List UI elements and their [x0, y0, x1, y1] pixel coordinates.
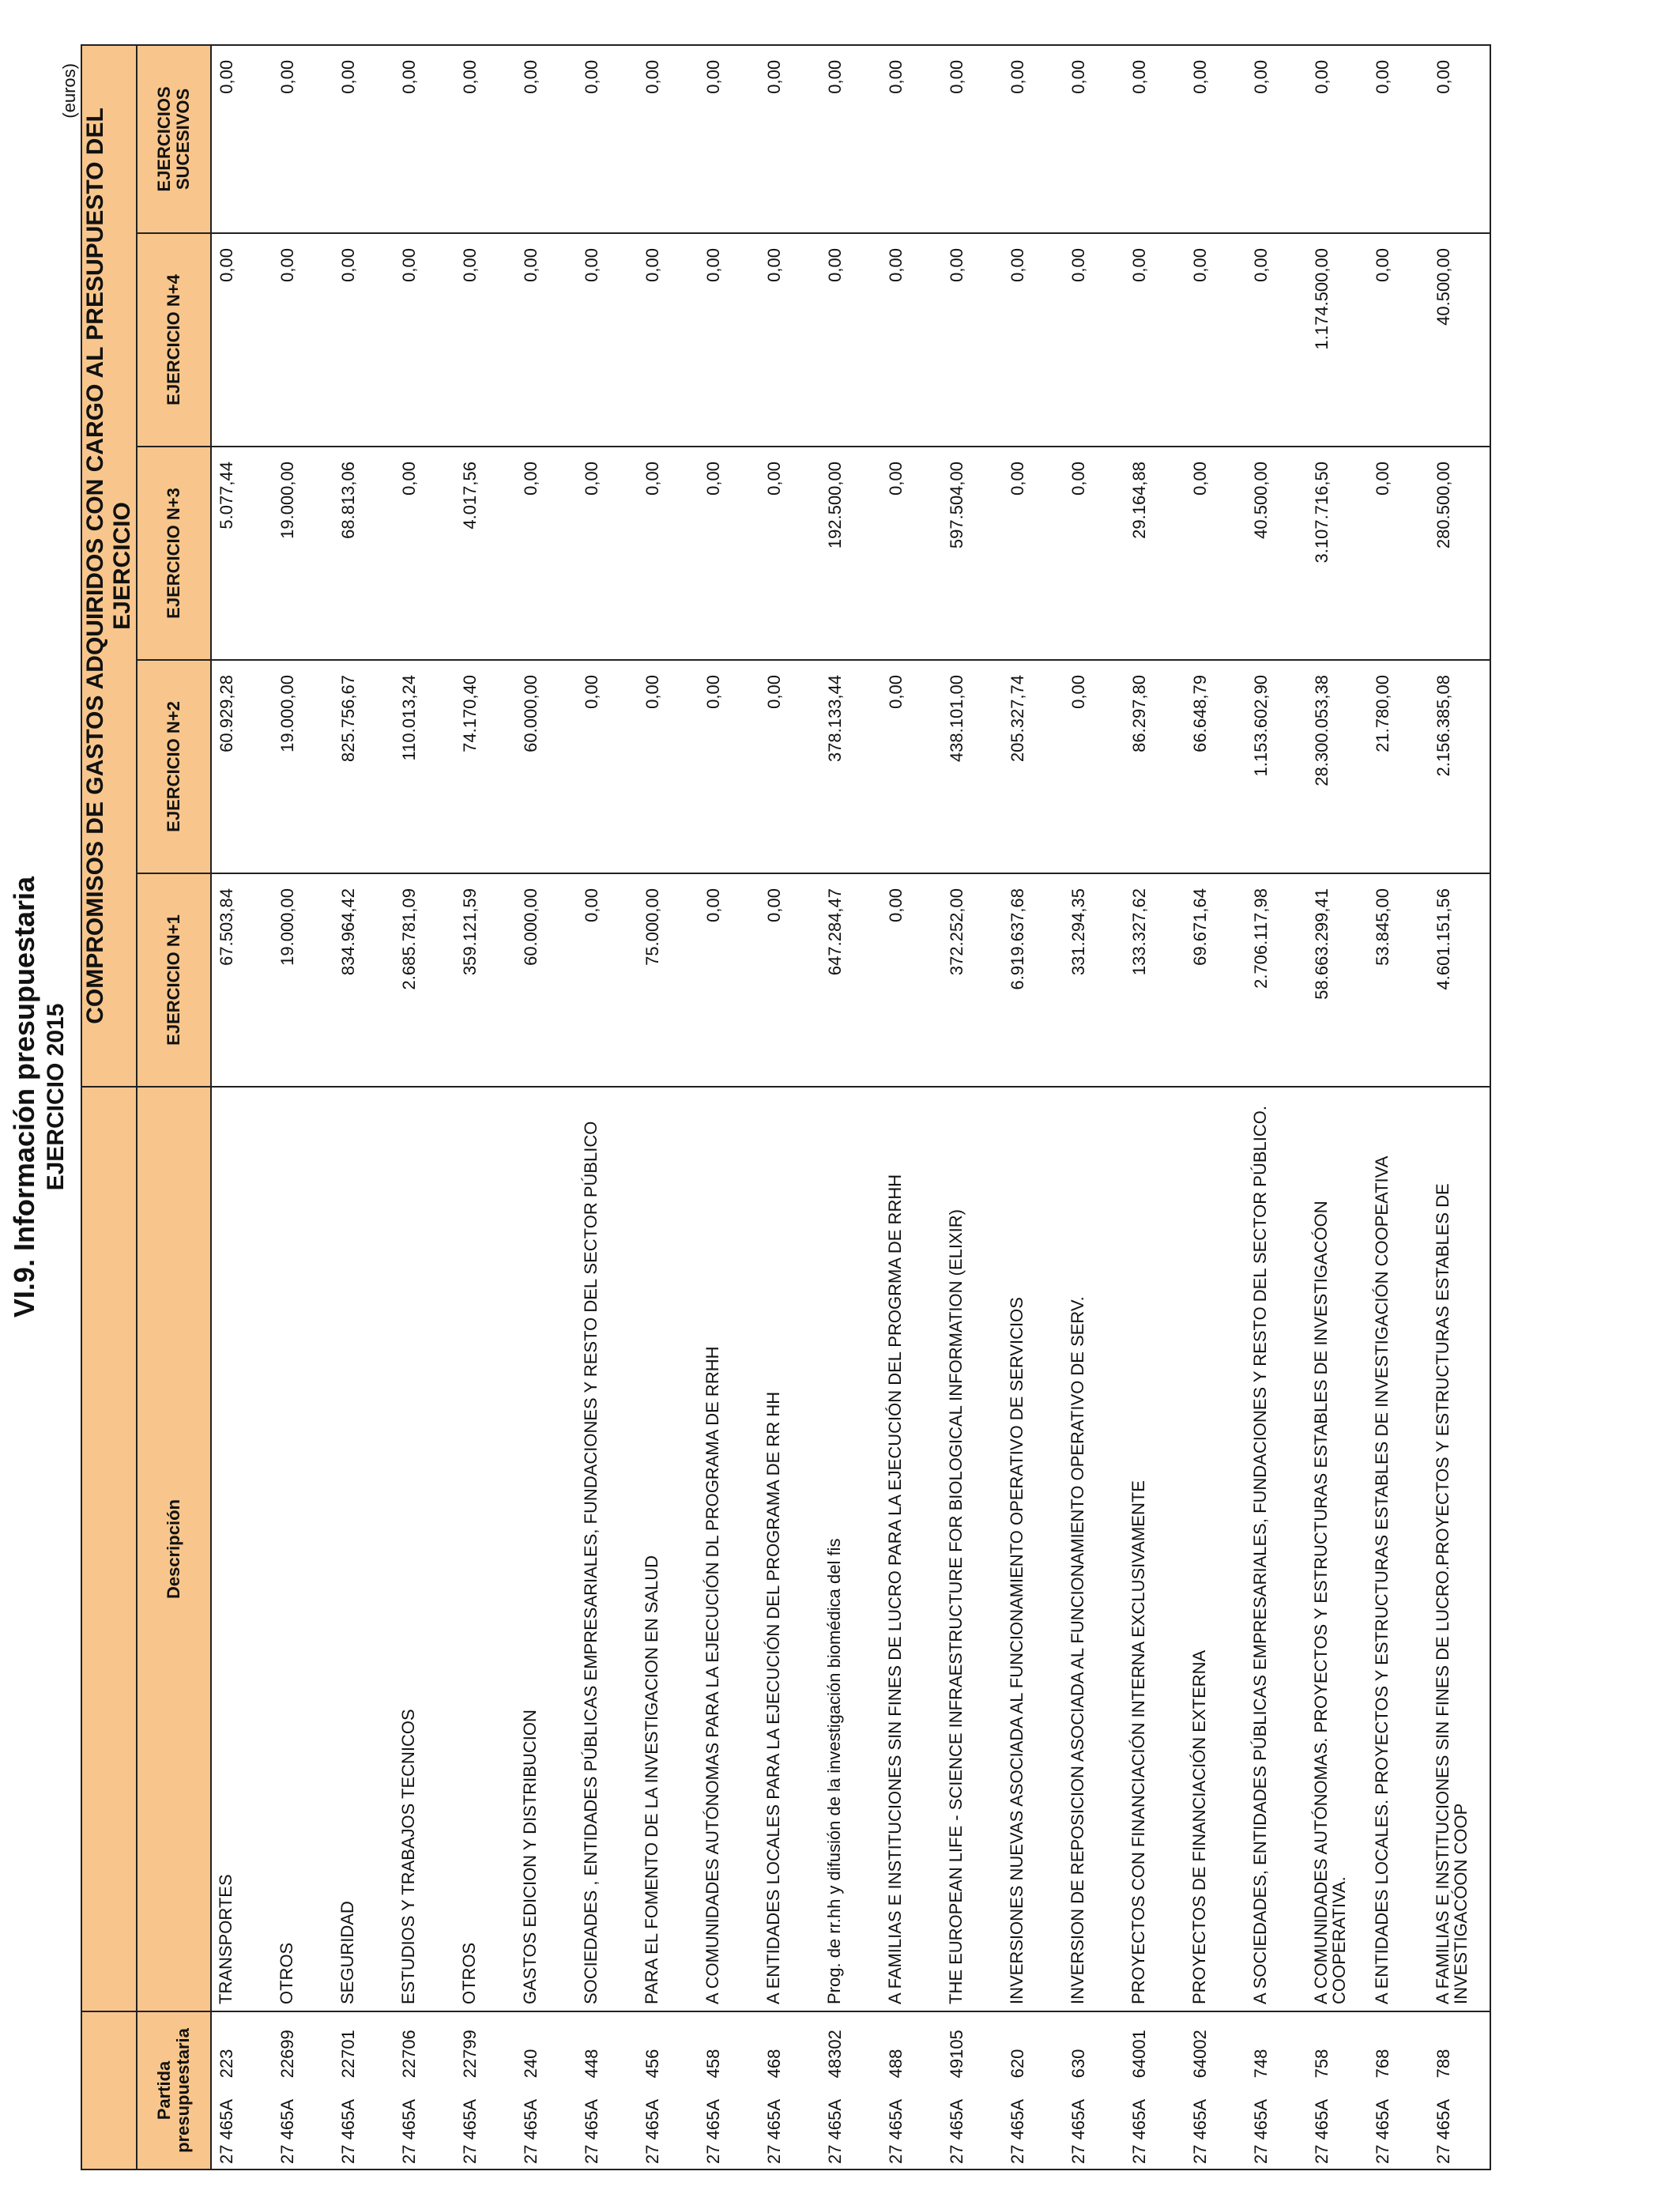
organica-code: 27: [582, 2144, 601, 2164]
subconcepto-code: 456: [642, 2049, 662, 2079]
partida-cell: [1124, 2011, 1185, 2169]
organica-code: 27: [1190, 2144, 1210, 2164]
n3-cell: 40.500,00: [1246, 447, 1307, 660]
organica-code: 27: [1008, 2144, 1027, 2164]
sucesivos-cell: 0,00: [1185, 45, 1246, 233]
subconcepto-code: 458: [703, 2049, 723, 2079]
sucesivos-cell: 0,00: [1003, 45, 1064, 233]
n4-cell: 0,00: [455, 233, 516, 447]
n2-cell: 0,00: [1064, 660, 1124, 873]
table-row: [1307, 45, 1368, 2169]
partida-cell: [516, 2011, 577, 2169]
programa-code: 465A: [582, 2099, 601, 2140]
n1-cell: 331.294,35: [1064, 873, 1124, 1087]
subconcepto-code: 49105: [947, 2030, 966, 2079]
n4-cell: 0,00: [394, 233, 455, 447]
organica-code: 27: [947, 2144, 966, 2164]
partida-cell: [1246, 2011, 1307, 2169]
n2-cell: 66.648,79: [1185, 660, 1246, 873]
n4-cell: 0,00: [211, 233, 273, 447]
n4-cell: 0,00: [333, 233, 394, 447]
partida-cell: [820, 2011, 881, 2169]
n3-cell: 0,00: [1368, 447, 1429, 660]
n3-cell: 0,00: [699, 447, 759, 660]
subconcepto-code: 22699: [277, 2030, 297, 2079]
organica-code: 27: [1251, 2144, 1271, 2164]
n3-cell: 4.017,56: [455, 447, 516, 660]
descripcion-cell: PROYECTOS DE FINANCIACIÓN EXTERNA: [1185, 1087, 1246, 2011]
organica-code: 27: [277, 2144, 297, 2164]
n1-cell: 75.000,00: [638, 873, 699, 1087]
organica-code: 27: [460, 2144, 480, 2164]
organica-code: 27: [338, 2144, 358, 2164]
n3-cell: 280.500,00: [1429, 447, 1490, 660]
n4-cell: 40.500,00: [1429, 233, 1490, 447]
subconcepto-code: 64002: [1190, 2030, 1210, 2079]
n4-cell: 0,00: [1368, 233, 1429, 447]
programa-code: 465A: [277, 2099, 297, 2140]
n2-cell: 0,00: [577, 660, 638, 873]
header-descripcion: Descripción: [137, 1087, 211, 2011]
n3-cell: 19.000,00: [273, 447, 333, 660]
n1-cell: 4.601.151,56: [1429, 873, 1490, 1087]
n1-cell: 359.121,59: [455, 873, 516, 1087]
descripcion-cell: A COMUNIDADES AUTÓNOMAS PARA LA EJECUCIÓN DL PROGRAMA DE RRHH: [699, 1087, 759, 2011]
descripcion-cell: A FAMILIAS E INSTITUCIONES SIN FINES DE LUCRO.PROYECTOS Y ESTRUCTURAS ESTABLES DE INVESTIGACÓON COOP: [1429, 1087, 1490, 2011]
sucesivos-cell: 0,00: [699, 45, 759, 233]
descripcion-cell: A SOCIEDADES, ENTIDADES PÚBLICAS EMPRESARIALES, FUNDACIONES Y RESTO DEL SECTOR PÚBLICO.: [1246, 1087, 1307, 2011]
n3-cell: 5.077,44: [211, 447, 273, 660]
n4-cell: 0,00: [516, 233, 577, 447]
descripcion-cell: TRANSPORTES: [211, 1087, 273, 2011]
descripcion-cell: Prog. de rr.hh y difusión de la investigación biomédica del fis: [820, 1087, 881, 2011]
descripcion-cell: PROYECTOS CON FINANCIACIÓN INTERNA EXCLUSIVAMENTE: [1124, 1087, 1185, 2011]
n3-cell: 0,00: [577, 447, 638, 660]
table-row: [333, 45, 394, 2169]
subconcepto-code: 64001: [1129, 2030, 1149, 2079]
programa-code: 465A: [1373, 2099, 1392, 2140]
n3-cell: 192.500,00: [820, 447, 881, 660]
n1-cell: 67.503,84: [211, 873, 273, 1087]
organica-code: 27: [825, 2144, 845, 2164]
sucesivos-cell: 0,00: [1307, 45, 1368, 233]
descripcion-cell: OTROS: [455, 1087, 516, 2011]
sucesivos-cell: 0,00: [942, 45, 1003, 233]
n1-cell: 69.671,64: [1185, 873, 1246, 1087]
sucesivos-cell: 0,00: [1246, 45, 1307, 233]
organica-code: 27: [1373, 2144, 1392, 2164]
n4-cell: 0,00: [1246, 233, 1307, 447]
organica-code: 27: [642, 2144, 662, 2164]
table-row: [577, 45, 638, 2169]
sucesivos-cell: 0,00: [394, 45, 455, 233]
n3-cell: 68.813,06: [333, 447, 394, 660]
header-sucesivos: EJERCICIOS SUCESIVOS: [137, 45, 211, 233]
n1-cell: 2.706.117,98: [1246, 873, 1307, 1087]
header-n2: EJERCICIO N+2: [137, 660, 211, 873]
table-row: [1064, 45, 1124, 2169]
organica-code: 27: [764, 2144, 784, 2164]
programa-code: 465A: [338, 2099, 358, 2140]
partida-cell: [1429, 2011, 1490, 2169]
organica-code: 27: [399, 2144, 419, 2164]
n4-cell: 0,00: [820, 233, 881, 447]
n3-cell: 0,00: [881, 447, 942, 660]
table-body: [211, 45, 1490, 2169]
descripcion-cell: INVERSIONES NUEVAS ASOCIADA AL FUNCIONAMIENTO OPERATIVO DE SERVICIOS: [1003, 1087, 1064, 2011]
sucesivos-cell: 0,00: [516, 45, 577, 233]
programa-code: 465A: [399, 2099, 419, 2140]
programa-code: 465A: [1129, 2099, 1149, 2140]
n3-cell: 3.107.716,50: [1307, 447, 1368, 660]
table-row: [394, 45, 455, 2169]
table-row: [211, 45, 273, 2169]
n3-cell: 0,00: [516, 447, 577, 660]
n3-cell: 0,00: [759, 447, 820, 660]
sucesivos-cell: 0,00: [1124, 45, 1185, 233]
partida-cell: [577, 2011, 638, 2169]
n2-cell: 378.133,44: [820, 660, 881, 873]
n1-cell: 0,00: [759, 873, 820, 1087]
programa-code: 465A: [1312, 2099, 1332, 2140]
organica-code: 27: [1068, 2144, 1088, 2164]
subconcepto-code: 240: [521, 2049, 541, 2079]
partida-cell: [942, 2011, 1003, 2169]
descripcion-cell: OTROS: [273, 1087, 333, 2011]
n2-cell: 825.756,67: [333, 660, 394, 873]
descripcion-cell: A ENTIDADES LOCALES. PROYECTOS Y ESTRUCTURAS ESTABLES DE INVESTIGACIÓN COOPEATIVA: [1368, 1087, 1429, 2011]
sucesivos-cell: 0,00: [820, 45, 881, 233]
n3-cell: 0,00: [1185, 447, 1246, 660]
programa-code: 465A: [947, 2099, 966, 2140]
subconcepto-code: 748: [1251, 2049, 1271, 2079]
n4-cell: 0,00: [577, 233, 638, 447]
header-blank-partida: [81, 2011, 137, 2169]
programa-code: 465A: [1008, 2099, 1027, 2140]
n4-cell: 0,00: [1064, 233, 1124, 447]
table-row: [273, 45, 333, 2169]
table-row: [516, 45, 577, 2169]
partida-cell: [1003, 2011, 1064, 2169]
descripcion-cell: ESTUDIOS Y TRABAJOS TECNICOS: [394, 1087, 455, 2011]
table-row: [942, 45, 1003, 2169]
partida-cell: [211, 2011, 273, 2169]
partida-cell: [1064, 2011, 1124, 2169]
partida-cell: [455, 2011, 516, 2169]
n1-cell: 372.252,00: [942, 873, 1003, 1087]
table-row: [1003, 45, 1064, 2169]
sucesivos-cell: 0,00: [881, 45, 942, 233]
table-row: [1429, 45, 1490, 2169]
n2-cell: 2.156.385,08: [1429, 660, 1490, 873]
page-subtitle: EJERCICIO 2015: [43, 1003, 69, 1191]
n2-cell: 1.153.602,90: [1246, 660, 1307, 873]
n1-cell: 834.964,42: [333, 873, 394, 1087]
n2-cell: 205.327,74: [1003, 660, 1064, 873]
programa-code: 465A: [886, 2099, 906, 2140]
budget-table: [81, 44, 1491, 2170]
sucesivos-cell: 0,00: [1368, 45, 1429, 233]
organica-code: 27: [703, 2144, 723, 2164]
programa-code: 465A: [1190, 2099, 1210, 2140]
n3-cell: 597.504,00: [942, 447, 1003, 660]
n2-cell: 21.780,00: [1368, 660, 1429, 873]
subconcepto-code: 468: [764, 2049, 784, 2079]
programa-code: 465A: [1251, 2099, 1271, 2140]
partida-cell: [394, 2011, 455, 2169]
sucesivos-cell: 0,00: [211, 45, 273, 233]
table-row: [1246, 45, 1307, 2169]
n4-cell: 0,00: [881, 233, 942, 447]
descripcion-cell: PARA EL FOMENTO DE LA INVESTIGACION EN SALUD: [638, 1087, 699, 2011]
header-n1: EJERCICIO N+1: [137, 873, 211, 1087]
n2-cell: 74.170,40: [455, 660, 516, 873]
sucesivos-cell: 0,00: [1429, 45, 1490, 233]
descripcion-cell: SOCIEDADES , ENTIDADES PÚBLICAS EMPRESARIALES, FUNDACIONES Y RESTO DEL SECTOR PÚBLICO: [577, 1087, 638, 2011]
partida-cell: [273, 2011, 333, 2169]
table-row: [820, 45, 881, 2169]
sucesivos-cell: 0,00: [455, 45, 516, 233]
subconcepto-code: 758: [1312, 2049, 1332, 2079]
descripcion-cell: A FAMILIAS E INSTITUCIONES SIN FINES DE LUCRO PARA LA EJECUCIÓN DEL PROGRMA DE RRHH: [881, 1087, 942, 2011]
sucesivos-cell: 0,00: [638, 45, 699, 233]
subconcepto-code: 768: [1373, 2049, 1392, 2079]
organica-code: 27: [1433, 2144, 1453, 2164]
organica-code: 27: [886, 2144, 906, 2164]
programa-code: 465A: [1433, 2099, 1453, 2140]
descripcion-cell: A COMUNIDADES AUTÓNOMAS. PROYECTOS Y ESTRUCTURAS ESTABLES DE INVESTIGACÓON COOPERATIVA.: [1307, 1087, 1368, 2011]
sucesivos-cell: 0,00: [759, 45, 820, 233]
header-n3: EJERCICIO N+3: [137, 447, 211, 660]
programa-code: 465A: [825, 2099, 845, 2140]
programa-code: 465A: [642, 2099, 662, 2140]
subconcepto-code: 22701: [338, 2030, 358, 2079]
descripcion-cell: GASTOS EDICION Y DISTRIBUCION: [516, 1087, 577, 2011]
n2-cell: 19.000,00: [273, 660, 333, 873]
programa-code: 465A: [217, 2099, 236, 2140]
n1-cell: 60.000,00: [516, 873, 577, 1087]
n2-cell: 0,00: [759, 660, 820, 873]
n4-cell: 1.174.500,00: [1307, 233, 1368, 447]
header-blank-descripcion: [81, 1087, 137, 2011]
header-partida: Partida presupuestaria: [137, 2011, 211, 2169]
n3-cell: 0,00: [1064, 447, 1124, 660]
n4-cell: 0,00: [273, 233, 333, 447]
organica-code: 27: [1129, 2144, 1149, 2164]
n2-cell: 28.300.053,38: [1307, 660, 1368, 873]
n3-cell: 29.164,88: [1124, 447, 1185, 660]
n1-cell: 133.327,62: [1124, 873, 1185, 1087]
subconcepto-code: 788: [1433, 2049, 1453, 2079]
n4-cell: 0,00: [1124, 233, 1185, 447]
programa-code: 465A: [521, 2099, 541, 2140]
descripcion-cell: INVERSION DE REPOSICION ASOCIADA AL FUNCIONAMIENTO OPERATIVO DE SERV.: [1064, 1087, 1124, 2011]
n1-cell: 0,00: [881, 873, 942, 1087]
n2-cell: 110.013,24: [394, 660, 455, 873]
n2-cell: 60.000,00: [516, 660, 577, 873]
n1-cell: 0,00: [699, 873, 759, 1087]
units-label: (euros): [59, 63, 79, 119]
sucesivos-cell: 0,00: [577, 45, 638, 233]
programa-code: 465A: [764, 2099, 784, 2140]
table-row: [638, 45, 699, 2169]
table-row: [1185, 45, 1246, 2169]
descripcion-cell: SEGURIDAD: [333, 1087, 394, 2011]
partida-cell: [1307, 2011, 1368, 2169]
organica-code: 27: [521, 2144, 541, 2164]
sucesivos-cell: 0,00: [1064, 45, 1124, 233]
n3-cell: 0,00: [394, 447, 455, 660]
programa-code: 465A: [460, 2099, 480, 2140]
programa-code: 465A: [1068, 2099, 1088, 2140]
subconcepto-code: 448: [582, 2049, 601, 2079]
partida-cell: [881, 2011, 942, 2169]
organica-code: 27: [217, 2144, 236, 2164]
partida-cell: [638, 2011, 699, 2169]
sucesivos-cell: 0,00: [273, 45, 333, 233]
n3-cell: 0,00: [638, 447, 699, 660]
partida-cell: [1368, 2011, 1429, 2169]
n3-cell: 0,00: [1003, 447, 1064, 660]
n4-cell: 0,00: [638, 233, 699, 447]
n1-cell: 2.685.781,09: [394, 873, 455, 1087]
n2-cell: 60.929,28: [211, 660, 273, 873]
programa-code: 465A: [703, 2099, 723, 2140]
n2-cell: 0,00: [881, 660, 942, 873]
organica-code: 27: [1312, 2144, 1332, 2164]
page-title: VI.9. Información presupuestaria: [8, 876, 40, 1318]
n2-cell: 0,00: [699, 660, 759, 873]
n2-cell: 86.297,80: [1124, 660, 1185, 873]
n4-cell: 0,00: [699, 233, 759, 447]
partida-cell: [1185, 2011, 1246, 2169]
n1-cell: 58.663.299,41: [1307, 873, 1368, 1087]
table-row: [455, 45, 516, 2169]
n1-cell: 647.284,47: [820, 873, 881, 1087]
subconcepto-code: 620: [1008, 2049, 1027, 2079]
subconcepto-code: 48302: [825, 2030, 845, 2079]
table-row: [699, 45, 759, 2169]
n4-cell: 0,00: [759, 233, 820, 447]
table-row: [1368, 45, 1429, 2169]
header-compromisos: COMPROMISOS DE GASTOS ADQUIRIDOS CON CARGO AL PRESUPUESTO DEL EJERCICIO: [81, 45, 137, 1087]
n4-cell: 0,00: [1003, 233, 1064, 447]
table-row: [881, 45, 942, 2169]
sucesivos-cell: 0,00: [333, 45, 394, 233]
n2-cell: 438.101,00: [942, 660, 1003, 873]
partida-cell: [759, 2011, 820, 2169]
n1-cell: 19.000,00: [273, 873, 333, 1087]
subconcepto-code: 22706: [399, 2030, 419, 2079]
table-row: [759, 45, 820, 2169]
subconcepto-code: 22799: [460, 2030, 480, 2079]
table-row: [1124, 45, 1185, 2169]
subconcepto-code: 630: [1068, 2049, 1088, 2079]
descripcion-cell: A ENTIDADES LOCALES PARA LA EJECUCIÓN DEL PROGRAMA DE RR HH: [759, 1087, 820, 2011]
partida-cell: [333, 2011, 394, 2169]
partida-cell: [699, 2011, 759, 2169]
header-n4: EJERCICIO N+4: [137, 233, 211, 447]
descripcion-cell: THE EUROPEAN LIFE - SCIENCE INFRAESTRUCTURE FOR BIOLOGICAL INFORMATION (ELIXIR): [942, 1087, 1003, 2011]
n1-cell: 0,00: [577, 873, 638, 1087]
n4-cell: 0,00: [942, 233, 1003, 447]
n2-cell: 0,00: [638, 660, 699, 873]
n1-cell: 6.919.637,68: [1003, 873, 1064, 1087]
subconcepto-code: 488: [886, 2049, 906, 2079]
subconcepto-code: 223: [217, 2049, 236, 2079]
n4-cell: 0,00: [1185, 233, 1246, 447]
n1-cell: 53.845,00: [1368, 873, 1429, 1087]
